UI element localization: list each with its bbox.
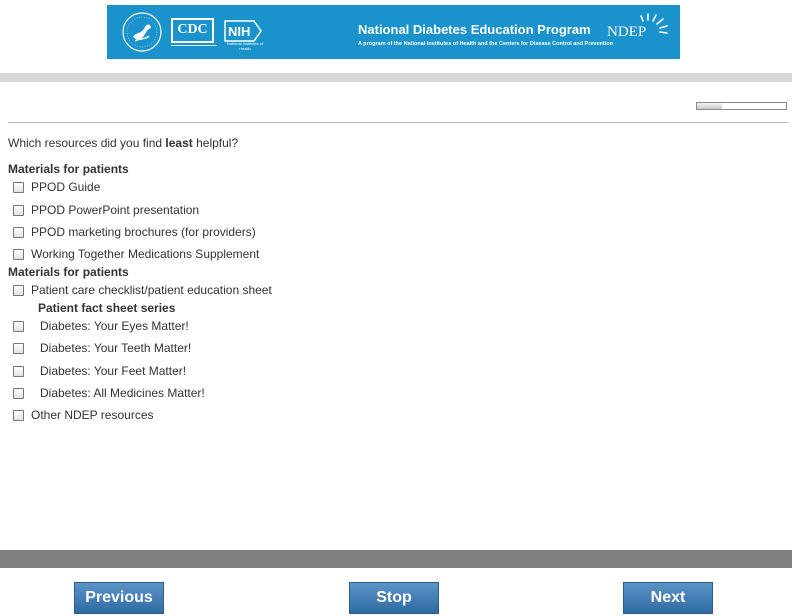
subgroup-heading: Patient fact sheet series — [38, 301, 176, 315]
nih-caption: National Institutes of Health — [226, 41, 264, 51]
option-label: PPOD marketing brochures (for providers) — [31, 225, 256, 239]
option-label: Diabetes: All Medicines Matter! — [40, 386, 205, 400]
question-text — [8, 136, 238, 150]
checkbox[interactable] — [13, 343, 24, 354]
cdc-logo: CDC — [171, 18, 214, 43]
next-button[interactable]: Next — [623, 582, 713, 614]
top-divider-bar — [0, 73, 792, 82]
checkbox[interactable] — [13, 321, 24, 332]
option-label: Diabetes: Your Eyes Matter! — [40, 319, 189, 333]
checkbox[interactable] — [13, 205, 24, 216]
program-title: National Diabetes Education Program — [358, 22, 591, 37]
header-rule — [8, 122, 788, 123]
footer-bar — [0, 550, 792, 568]
option-label: Working Together Medications Supplement — [31, 247, 260, 261]
option-ppod-powerpoint[interactable] — [13, 203, 199, 217]
checkbox[interactable] — [13, 182, 24, 193]
option-ppod-guide[interactable] — [13, 180, 100, 194]
previous-button[interactable]: Previous — [74, 582, 164, 614]
option-label: Other NDEP resources — [31, 408, 154, 422]
checkbox[interactable] — [13, 285, 24, 296]
option-feet-matter[interactable] — [13, 364, 186, 378]
group-heading: Materials for patients — [8, 162, 129, 176]
option-other-ndep-resources[interactable] — [13, 408, 154, 422]
header-banner — [107, 5, 680, 59]
progress-bar-fill — [697, 103, 722, 109]
option-label: Diabetes: Your Teeth Matter! — [40, 341, 192, 355]
checkbox[interactable] — [13, 388, 24, 399]
checkbox[interactable] — [13, 227, 24, 238]
progress-bar — [696, 102, 787, 110]
option-eyes-matter[interactable] — [13, 319, 189, 333]
option-medications-supplement[interactable] — [13, 247, 259, 261]
ndep-logo: NDEP — [607, 24, 647, 40]
option-patient-care-checklist[interactable] — [13, 283, 272, 297]
question-prefix: Which resources did you find — [8, 136, 166, 150]
option-medicines-matter[interactable] — [13, 386, 205, 400]
nih-logo-text: NIH — [228, 24, 251, 39]
ndep-rays-icon — [635, 11, 673, 41]
nih-logo-icon — [224, 20, 262, 42]
question-emphasis: least — [165, 136, 193, 150]
cdc-logo-underline — [171, 45, 217, 51]
stop-button[interactable]: Stop — [349, 582, 439, 614]
option-label: PPOD Guide — [31, 180, 101, 194]
question-suffix: helpful? — [192, 136, 239, 150]
option-label: Patient care checklist/patient education sheet — [31, 283, 272, 297]
program-subtitle: A program of the National Institutes of Health and the Centers for Disease Control and Prevention — [358, 41, 613, 47]
checkbox[interactable] — [13, 410, 24, 421]
checkbox[interactable] — [13, 249, 24, 260]
option-label: Diabetes: Your Feet Matter! — [40, 364, 187, 378]
group-heading: Materials for patients — [8, 265, 129, 279]
option-teeth-matter[interactable] — [13, 341, 191, 355]
option-label: PPOD PowerPoint presentation — [31, 203, 200, 217]
checkbox[interactable] — [13, 366, 24, 377]
hhs-seal-icon — [121, 11, 163, 53]
option-ppod-brochures[interactable] — [13, 225, 256, 239]
